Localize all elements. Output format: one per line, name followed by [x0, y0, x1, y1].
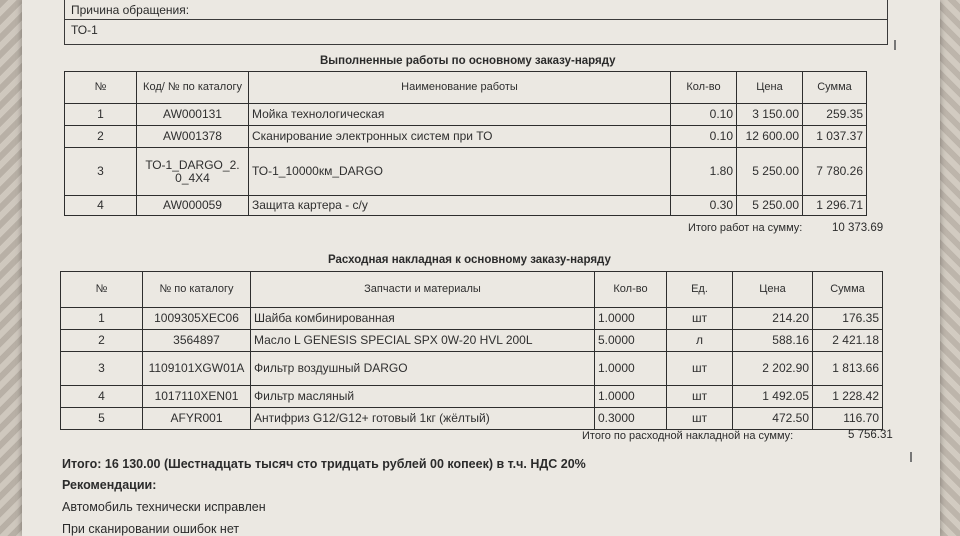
cell-price: 12 600.00 — [737, 126, 803, 148]
cell-unit: шт — [667, 386, 733, 408]
cell-qty: 1.0000 — [595, 386, 667, 408]
background-right — [940, 0, 960, 536]
parts-header-sum: Сумма — [813, 272, 883, 308]
cell-code: AW001378 — [137, 126, 249, 148]
cell-price: 2 202.90 — [733, 352, 813, 386]
margin-mark — [894, 40, 896, 50]
parts-title: Расходная накладная к основному заказу-наряду — [328, 254, 611, 266]
cell-sum: 1 228.42 — [813, 386, 883, 408]
cell-name: Фильтр воздушный DARGO — [251, 352, 595, 386]
parts-header-price: Цена — [733, 272, 813, 308]
cell-qty: 1.80 — [671, 148, 737, 196]
table-row — [65, 104, 867, 126]
cell-sum: 1 037.37 — [803, 126, 867, 148]
works-header-price: Цена — [737, 72, 803, 104]
cell-sum: 116.70 — [813, 408, 883, 430]
background-left — [0, 0, 22, 536]
cell-name: Антифриз G12/G12+ готовый 1кг (жёлтый) — [251, 408, 595, 430]
cell-qty: 0.30 — [671, 196, 737, 216]
cell-unit: шт — [667, 408, 733, 430]
parts-header-code: № по каталогу — [143, 272, 251, 308]
cell-unit: л — [667, 330, 733, 352]
cell-price: 214.20 — [733, 308, 813, 330]
cell-unit: шт — [667, 308, 733, 330]
cell-name: Фильтр масляный — [251, 386, 595, 408]
cell-qty: 0.3000 — [595, 408, 667, 430]
grand-total: Итого: 16 130.00 (Шестнадцать тысяч сто тридцать рублей 00 копеек) в т.ч. НДС 20% — [62, 457, 586, 471]
table-row — [65, 196, 867, 216]
cell-qty: 1.0000 — [595, 308, 667, 330]
works-header-qty: Кол-во — [671, 72, 737, 104]
cell-price: 3 150.00 — [737, 104, 803, 126]
works-total-label: Итого работ на сумму: — [688, 222, 803, 234]
cell-qty: 5.0000 — [595, 330, 667, 352]
cell-name: Шайба комбинированная — [251, 308, 595, 330]
works-total-value: 10 373.69 — [832, 222, 884, 234]
cell-sum: 176.35 — [813, 308, 883, 330]
works-header-row — [65, 72, 867, 104]
cell-qty: 0.10 — [671, 104, 737, 126]
cell-code: AW000059 — [137, 196, 249, 216]
cell-qty: 1.0000 — [595, 352, 667, 386]
table-row — [61, 352, 883, 386]
cell-code-text: 1109101XGW01A — [148, 361, 245, 375]
cell-price: 1 492.05 — [733, 386, 813, 408]
cell-qty: 0.10 — [671, 126, 737, 148]
parts-total-value: 5 756.31 — [848, 429, 893, 441]
works-header-n: № — [65, 72, 137, 104]
cell-code: 3564897 — [143, 330, 251, 352]
cell-code: 1017110XEN01 — [143, 386, 251, 408]
cell-sum: 1 813.66 — [813, 352, 883, 386]
recommendations-label: Рекомендации: — [62, 478, 157, 492]
cell-price: 5 250.00 — [737, 196, 803, 216]
cell-name: Масло L GENESIS SPECIAL SPX 0W-20 HVL 200L — [251, 330, 595, 352]
parts-header-name: Запчасти и материалы — [251, 272, 595, 308]
cell-code-text: ТО-1_DARGO_2.0_4X4 — [145, 157, 240, 185]
works-header-code: Код/ № по каталогу — [137, 72, 249, 104]
cell-n: 1 — [61, 308, 143, 330]
table-row — [65, 148, 867, 196]
cell-n: 5 — [61, 408, 143, 430]
cell-price: 588.16 — [733, 330, 813, 352]
cell-name: Мойка технологическая — [249, 104, 671, 126]
reason-label: Причина обращения: — [71, 3, 190, 17]
cell-n: 3 — [61, 352, 143, 386]
works-header-sum: Сумма — [803, 72, 867, 104]
cell-n: 2 — [61, 330, 143, 352]
parts-table — [60, 271, 883, 430]
works-header-name: Наименование работы — [249, 72, 671, 104]
cell-sum: 1 296.71 — [803, 196, 867, 216]
table-row — [65, 126, 867, 148]
cell-n: 4 — [61, 386, 143, 408]
cell-code — [137, 148, 249, 196]
reason-box — [64, 0, 888, 45]
cell-n: 4 — [65, 196, 137, 216]
cell-name: ТО-1_10000км_DARGO — [249, 148, 671, 196]
cell-code: AFYR001 — [143, 408, 251, 430]
parts-header-row — [61, 272, 883, 308]
recommendation-line: При сканировании ошибок нет — [62, 522, 240, 536]
cell-code: 1009305XEC06 — [143, 308, 251, 330]
parts-total-label: Итого по расходной накладной на сумму: — [582, 430, 794, 442]
reason-value: ТО-1 — [71, 23, 98, 37]
cell-sum: 259.35 — [803, 104, 867, 126]
cell-sum: 2 421.18 — [813, 330, 883, 352]
cell-n: 3 — [65, 148, 137, 196]
cell-code — [143, 352, 251, 386]
parts-header-qty: Кол-во — [595, 272, 667, 308]
parts-header-n: № — [61, 272, 143, 308]
cell-sum: 7 780.26 — [803, 148, 867, 196]
cell-name: Сканирование электронных систем при ТО — [249, 126, 671, 148]
cell-price: 5 250.00 — [737, 148, 803, 196]
cell-n: 2 — [65, 126, 137, 148]
cell-code: AW000131 — [137, 104, 249, 126]
works-table — [64, 71, 867, 216]
table-row — [61, 330, 883, 352]
margin-mark — [910, 452, 912, 462]
parts-header-unit: Ед. — [667, 272, 733, 308]
table-row — [61, 408, 883, 430]
cell-unit: шт — [667, 352, 733, 386]
table-row — [61, 308, 883, 330]
table-row — [61, 386, 883, 408]
cell-n: 1 — [65, 104, 137, 126]
cell-price: 472.50 — [733, 408, 813, 430]
cell-name: Защита картера - с/у — [249, 196, 671, 216]
works-title: Выполненные работы по основному заказу-наряду — [320, 55, 616, 67]
recommendation-line: Автомобиль технически исправлен — [62, 500, 266, 514]
